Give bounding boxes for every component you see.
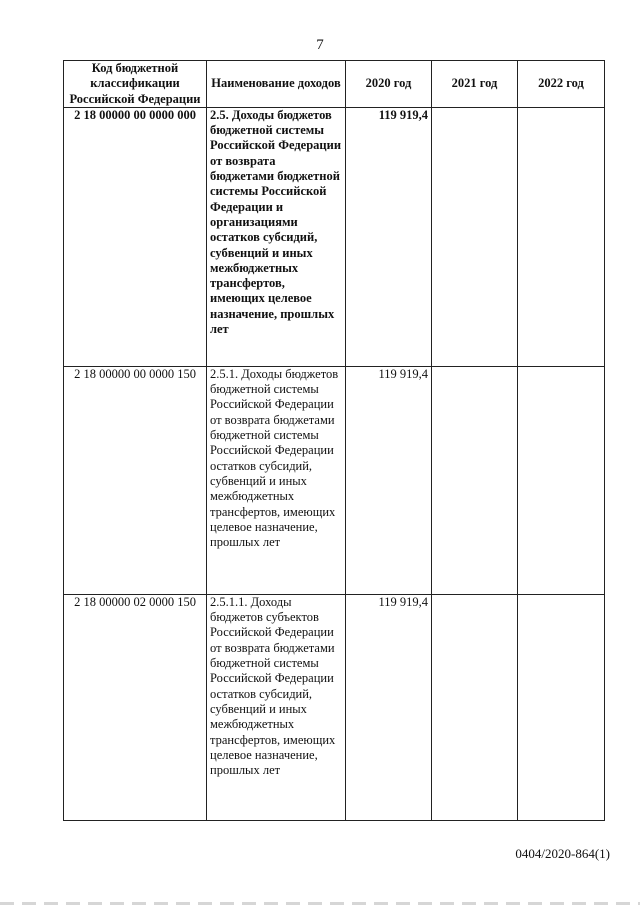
row-amount-2021 — [432, 594, 518, 820]
row-amount-2022 — [518, 594, 605, 820]
table-row — [64, 594, 605, 820]
row-amount-2021 — [432, 366, 518, 594]
row-amount-2021 — [432, 107, 518, 366]
row-code: 2 18 00000 00 0000 000 — [64, 107, 207, 366]
row-amount-2020: 119 919,4 — [346, 107, 432, 366]
row-code: 2 18 00000 00 0000 150 — [64, 366, 207, 594]
table-row — [64, 366, 605, 594]
header-name: Наименование доходов — [207, 61, 346, 108]
table-header-row — [64, 61, 605, 108]
table-row — [64, 107, 605, 366]
header-2021: 2021 год — [432, 61, 518, 108]
row-name: 2.5. Доходы бюджетов бюджетной системы Российской Федерации от возврата бюджетами бюджетной системы Российской Федерации и организациями остатков субсидий, субвенций и иных межбюджетных трансфертов, имеющих целевое назначение, прошлых лет — [207, 107, 346, 366]
budget-revenue-table — [63, 60, 605, 821]
row-amount-2022 — [518, 107, 605, 366]
row-name: 2.5.1.1. Доходы бюджетов субъектов Российской Федерации от возврата бюджетами бюджетной системы Российской Федерации остатков субсидий, субвенций и иных межбюджетных трансфертов, имеющих целевое назначение, прошлых лет — [207, 594, 346, 820]
row-amount-2022 — [518, 366, 605, 594]
row-code: 2 18 00000 02 0000 150 — [64, 594, 207, 820]
header-2022: 2022 год — [518, 61, 605, 108]
row-name: 2.5.1. Доходы бюджетов бюджетной системы Российской Федерации от возврата бюджетами бюджетной системы Российской Федерации остатков субсидий, субвенций и иных межбюджетных трансфертов, имеющих целевое назначение, прошлых лет — [207, 366, 346, 594]
header-code: Код бюджетной классификации Российской Федерации — [64, 61, 207, 108]
page-number: 7 — [316, 37, 324, 53]
header-2020: 2020 год — [346, 61, 432, 108]
row-amount-2020: 119 919,4 — [346, 366, 432, 594]
row-amount-2020: 119 919,4 — [346, 594, 432, 820]
document-registration-code: 0404/2020-864(1) — [515, 846, 610, 861]
